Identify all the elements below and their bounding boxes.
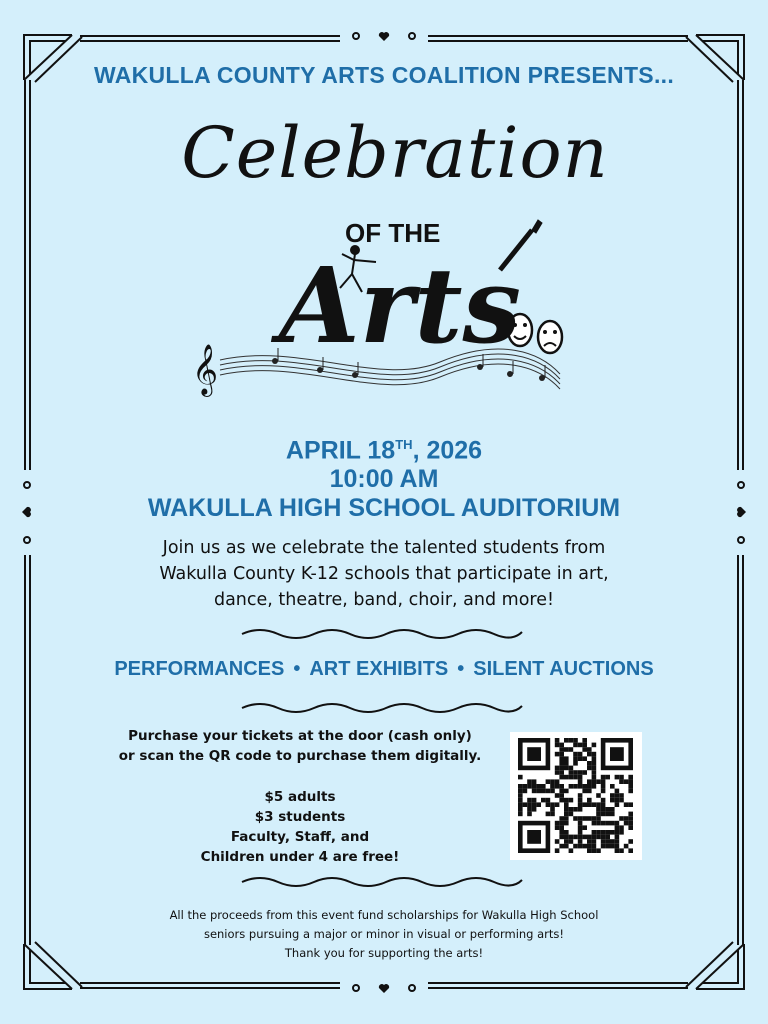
qr-code-pattern — [510, 732, 642, 860]
qr-code[interactable] — [510, 732, 642, 860]
wave-divider — [240, 624, 524, 644]
wave-divider — [240, 698, 524, 718]
treble-clef-icon: 𝄞 — [192, 344, 219, 395]
purchase-instructions: Purchase your tickets at the door (cash only) or scan the QR code to purchase them digitally. — [118, 728, 482, 764]
footer-note: All the proceeds from this event fund scholarships for Wakulla High School seniors pursuing a major or minor in visual or performing arts! Thank you for supporting the arts! — [169, 908, 599, 960]
feature-separator: • — [457, 658, 465, 680]
free-admission-2: Children under 4 are free! — [200, 849, 400, 865]
event-time: 10:00 AM — [329, 465, 439, 494]
title-of-the: OF THE — [345, 218, 441, 248]
ticket-prices — [150, 787, 450, 867]
price-adults: $5 adults — [264, 789, 336, 805]
presenter-heading: WAKULLA COUNTY ARTS COALITION PRESENTS... — [93, 62, 675, 88]
feature-performances: PERFORMANCES — [114, 658, 285, 680]
event-venue: WAKULLA HIGH SCHOOL AUDITORIUM — [147, 494, 621, 523]
event-date: APRIL 18TH, 2026 — [285, 436, 483, 465]
feature-separator: • — [293, 658, 301, 680]
event-title-logo — [180, 112, 610, 412]
title-arts: Arts — [278, 244, 522, 367]
feature-art-exhibits: ART EXHIBITS — [309, 658, 449, 680]
price-students: $3 students — [254, 809, 346, 825]
features-line — [0, 658, 768, 681]
intro-text: Join us as we celebrate the talented students from Wakulla County K-12 schools that participate in art, dance, theatre, band, choir, and more! — [159, 538, 609, 610]
event-details — [0, 430, 768, 523]
feature-silent-auctions: SILENT AUCTIONS — [473, 658, 654, 680]
title-celebration: Celebration — [181, 112, 609, 194]
free-admission-1: Faculty, Staff, and — [230, 829, 370, 845]
wave-divider — [240, 872, 524, 892]
